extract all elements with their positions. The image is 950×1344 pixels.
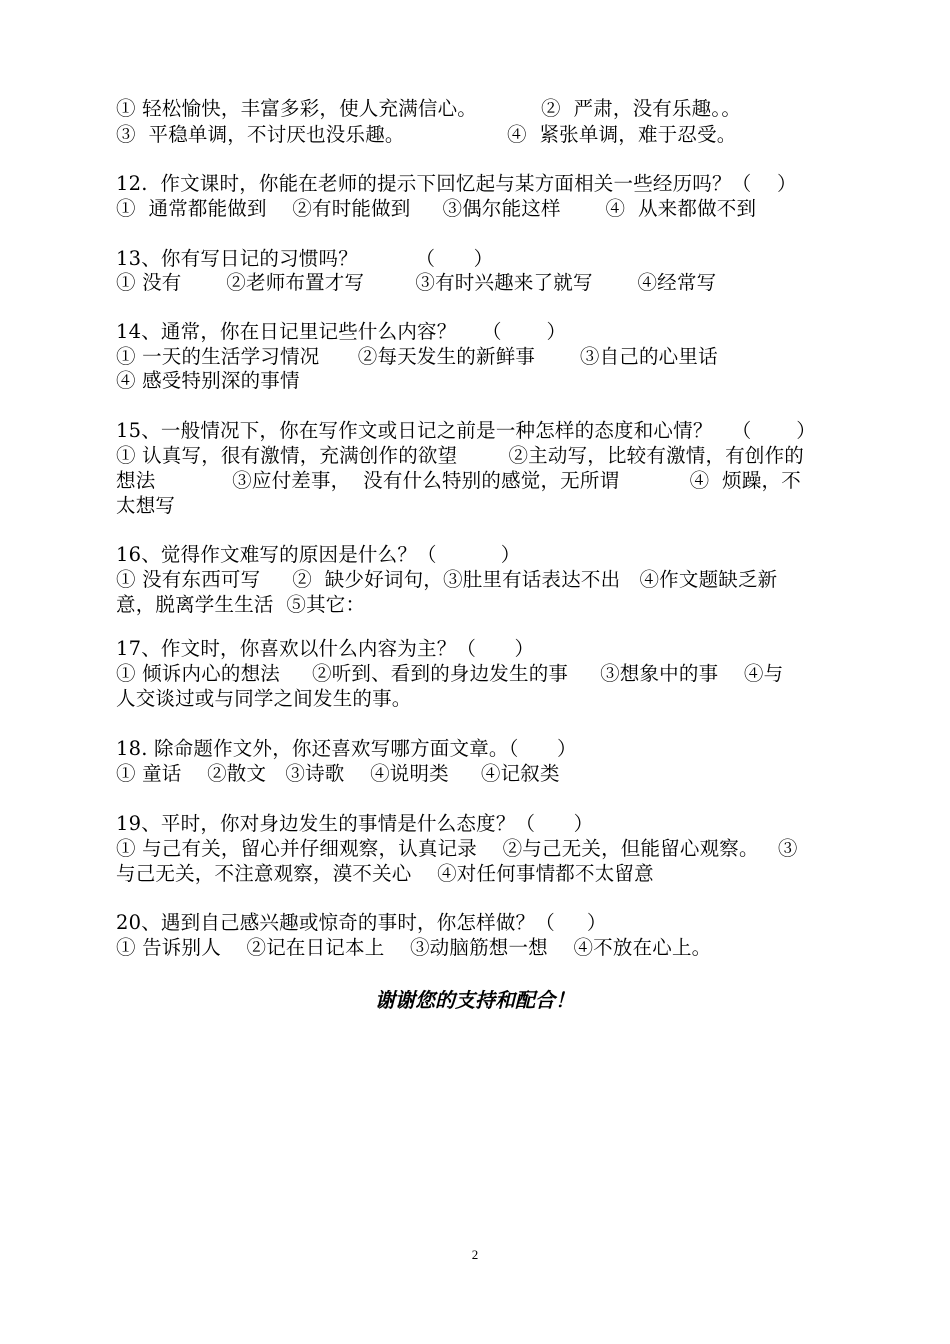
question-13: 13、你有写日记的习惯吗？ （ ） <box>116 247 494 270</box>
question-15-options: ① 认真写，很有激情，充满创作的欲望 ②主动写，比较有激情，有创作的 <box>116 444 804 467</box>
question-14: 14、通常，你在日记里记些什么内容？ （ ） <box>116 320 567 343</box>
closing-thanks: 谢谢您的支持和配合！ <box>375 988 575 1012</box>
question-19: 19、平时，你对身边发生的事情是什么态度？（ ） <box>116 812 594 835</box>
question-18-options: ① 童话 ②散文 ③诗歌 ④说明类 ④记叙类 <box>116 762 560 785</box>
question-20: 20、遇到自己感兴趣或惊奇的事时，你怎样做？（ ） <box>116 911 607 934</box>
question-17: 17、作文时，你喜欢以什么内容为主？（ ） <box>116 637 535 660</box>
question-12: 12. 作文课时，你能在老师的提示下回忆起与某方面相关一些经历吗？（ ） <box>116 172 797 195</box>
option-line: ① 轻松愉快，丰富多彩，使人充满信心。 ② 严肃，没有乐趣。。 <box>116 97 742 120</box>
question-19-options: ① 与己有关，留心并仔细观察，认真记录 ②与己无关，但能留心观察。 ③ <box>116 837 798 860</box>
question-16-options: 意，脱离学生生活 ⑤其它： <box>116 593 366 616</box>
page-number: 2 <box>471 1247 479 1262</box>
question-15-options: 太想写 <box>116 494 176 517</box>
question-20-options: ① 告诉别人 ②记在日记本上 ③动脑筋想一想 ④不放在心上。 <box>116 936 712 959</box>
question-19-options: 与己无关，不注意观察，漠不关心 ④对任何事情都不太留意 <box>116 862 654 885</box>
question-15: 15、一般情况下，你在写作文或日记之前是一种怎样的态度和心情？ （ ） <box>116 419 816 442</box>
question-17-options: ① 倾诉内心的想法 ②听到、看到的身边发生的事 ③想象中的事 ④与 <box>116 662 784 685</box>
option-line: ③ 平稳单调，不讨厌也没乐趣。 ④ 紧张单调，难于忍受。 <box>116 123 737 146</box>
question-18: 18. 除命题作文外，你还喜欢写哪方面文章。（ ） <box>116 737 577 760</box>
question-13-options: ① 没有 ②老师布置才写 ③有时兴趣来了就写 ④经常写 <box>116 271 717 294</box>
question-14-options: ④ 感受特别深的事情 <box>116 369 300 392</box>
question-12-options: ① 通常都能做到 ②有时能做到 ③偶尔能这样 ④ 从来都做不到 <box>116 197 757 220</box>
question-16: 16、觉得作文难写的原因是什么？（ ） <box>116 543 521 566</box>
question-14-options: ① 一天的生活学习情况 ②每天发生的新鲜事 ③自己的心里话 <box>116 345 718 368</box>
question-17-options: 人交谈过或与同学之间发生的事。 <box>116 687 412 710</box>
question-15-options: 想法 ③应付差事， 没有什么特别的感觉，无所谓 ④ 烦躁，不 <box>116 469 801 492</box>
question-16-options: ① 没有东西可写 ② 缺少好词句，③肚里有话表达不出 ④作文题缺乏新 <box>116 568 778 591</box>
